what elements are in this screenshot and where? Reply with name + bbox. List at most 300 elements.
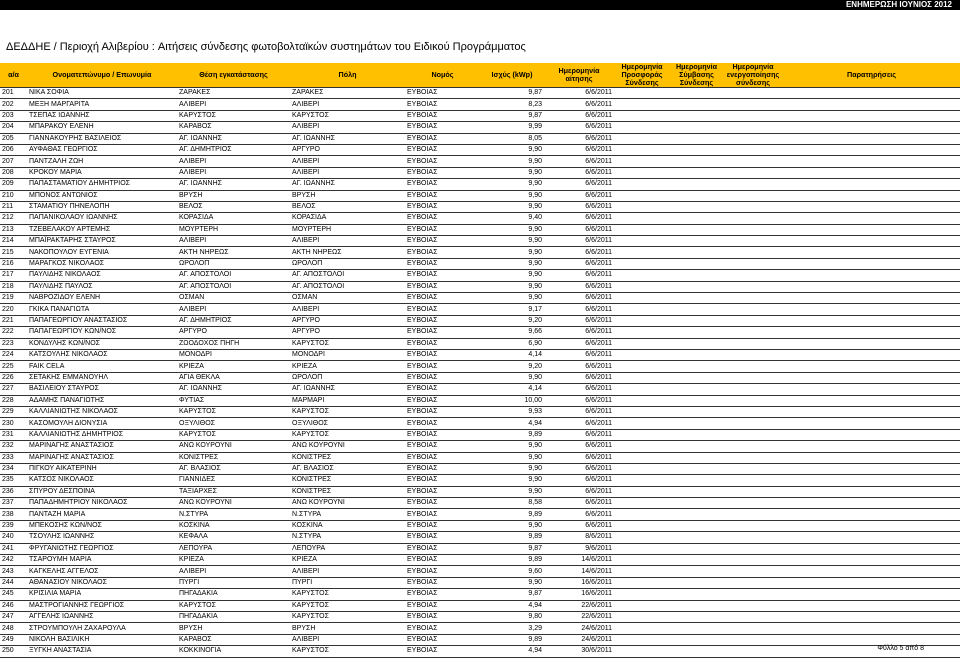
cell-aa: 233 (0, 452, 27, 463)
cell-power: 9,20 (480, 315, 544, 326)
cell-name: ΠΑΠΑΓΕΩΡΓΙΟΥ ΑΝΑΣΤΑΣΙΟΣ (27, 315, 177, 326)
cell-aa: 231 (0, 429, 27, 440)
cell-location: ΚΑΡΥΣΤΟΣ (177, 406, 290, 417)
col-header-name: Ονοματεπώνυμο / Επωνυμία (27, 63, 177, 88)
cell-empty (723, 236, 783, 247)
cell-empty (670, 384, 723, 395)
cell-aa: 234 (0, 463, 27, 474)
table-row (0, 532, 960, 543)
cell-empty (614, 543, 670, 554)
title-part-1: ΔΕΔΔΗΕ (6, 41, 51, 53)
cell-power: 9,40 (480, 213, 544, 224)
cell-application-date: 6/6/2011 (544, 293, 614, 304)
cell-city: ΑΡΓΥΡΟ (290, 327, 405, 338)
cell-name: ΤΣΑΡΟΥΜΗ ΜΑΡΙΑ (27, 555, 177, 566)
cell-application-date: 6/6/2011 (544, 520, 614, 531)
cell-application-date: 6/6/2011 (544, 144, 614, 155)
cell-aa: 224 (0, 349, 27, 360)
cell-empty (614, 509, 670, 520)
cell-name: ΠΑΠΑΔΗΜΗΤΡΙΟΥ ΝΙΚΟΛΑΟΣ (27, 498, 177, 509)
cell-city: ΖΑΡΑΚΕΣ (290, 88, 405, 99)
cell-city: ΛΕΠΟΥΡΑ (290, 543, 405, 554)
table-row (0, 349, 960, 360)
cell-power: 9,90 (480, 293, 544, 304)
table-row (0, 566, 960, 577)
cell-empty (670, 349, 723, 360)
cell-location: ΑΓ. ΙΩΑΝΝΗΣ (177, 384, 290, 395)
cell-name: ΑΥΦΑΘΑΣ ΓΕΩΡΓΙΟΣ (27, 144, 177, 155)
title-part-3: Αιτήσεις σύνδεσης φωτοβολταϊκών συστημάτων του Ειδικού Προγράμματος (157, 41, 526, 53)
cell-aa: 215 (0, 247, 27, 258)
cell-name: ΜΑΡΙΝΑΓΗΣ ΑΝΑΣΤΑΣΙΟΣ (27, 452, 177, 463)
cell-empty (723, 133, 783, 144)
cell-aa: 207 (0, 156, 27, 167)
cell-location: ΑΓ. ΙΩΑΝΝΗΣ (177, 133, 290, 144)
table-row (0, 623, 960, 634)
cell-power: 9,90 (480, 156, 544, 167)
cell-prefecture: ΕΥΒΟΙΑΣ (405, 406, 480, 417)
cell-aa: 245 (0, 589, 27, 600)
cell-prefecture: ΕΥΒΟΙΑΣ (405, 646, 480, 657)
cell-aa: 244 (0, 577, 27, 588)
cell-name: ΤΣΟΥΛΗΣ ΙΩΑΝΝΗΣ (27, 532, 177, 543)
table-row (0, 429, 960, 440)
cell-location: ΠΥΡΓΙ (177, 577, 290, 588)
cell-city: ΒΡΥΣΗ (290, 190, 405, 201)
cell-city: ΚΟΣΚΙΝΑ (290, 520, 405, 531)
cell-application-date: 6/6/2011 (544, 349, 614, 360)
cell-application-date: 6/6/2011 (544, 179, 614, 190)
cell-empty (670, 122, 723, 133)
cell-empty (723, 646, 783, 657)
cell-application-date: 6/6/2011 (544, 213, 614, 224)
cell-city: ΚΡΙΕΖΑ (290, 361, 405, 372)
cell-location: ΑΛΙΒΕΡΙ (177, 167, 290, 178)
cell-empty (783, 190, 960, 201)
cell-application-date: 6/6/2011 (544, 452, 614, 463)
cell-power: 9,89 (480, 429, 544, 440)
cell-power: 9,17 (480, 304, 544, 315)
cell-application-date: 6/6/2011 (544, 486, 614, 497)
cell-empty (783, 532, 960, 543)
col-header-power: Ισχύς (kWp) (480, 63, 544, 88)
cell-aa: 227 (0, 384, 27, 395)
cell-location: ΜΟΥΡΤΕΡΗ (177, 224, 290, 235)
cell-empty (614, 247, 670, 258)
cell-empty (723, 532, 783, 543)
cell-city: ΟΣΜΑΝ (290, 293, 405, 304)
cell-location: ΑΛΙΒΕΡΙ (177, 99, 290, 110)
cell-empty (614, 532, 670, 543)
cell-empty (670, 589, 723, 600)
table-row (0, 589, 960, 600)
table-row (0, 110, 960, 121)
cell-prefecture: ΕΥΒΟΙΑΣ (405, 258, 480, 269)
cell-empty (783, 577, 960, 588)
cell-name: ΣΤΑΜΑΤΙΟΥ ΠΗΝΕΛΟΠΗ (27, 201, 177, 212)
cell-city: ΟΞΥΛΙΘΟΣ (290, 418, 405, 429)
cell-application-date: 22/6/2011 (544, 600, 614, 611)
cell-empty (670, 133, 723, 144)
cell-aa: 219 (0, 293, 27, 304)
cell-location: ΚΟΡΑΣΙΔΑ (177, 213, 290, 224)
cell-prefecture: ΕΥΒΟΙΑΣ (405, 133, 480, 144)
cell-location: ΜΟΝΟΔΡΙ (177, 349, 290, 360)
cell-empty (614, 349, 670, 360)
cell-empty (670, 611, 723, 622)
cell-aa: 218 (0, 281, 27, 292)
cell-city: ΜΟΝΟΔΡΙ (290, 349, 405, 360)
cell-location: ΚΡΙΕΖΑ (177, 361, 290, 372)
table-row (0, 201, 960, 212)
cell-empty (614, 623, 670, 634)
cell-aa: 240 (0, 532, 27, 543)
cell-empty (783, 372, 960, 383)
cell-empty (614, 338, 670, 349)
cell-empty (614, 555, 670, 566)
table-row (0, 224, 960, 235)
cell-application-date: 6/6/2011 (544, 429, 614, 440)
cell-empty (783, 110, 960, 121)
cell-empty (670, 429, 723, 440)
cell-location: ΚΟΝΙΣΤΡΕΣ (177, 452, 290, 463)
cell-empty (614, 88, 670, 99)
cell-empty (783, 99, 960, 110)
cell-power: 9,90 (480, 577, 544, 588)
cell-empty (614, 646, 670, 657)
cell-empty (723, 144, 783, 155)
cell-location: ΑΓ. ΔΗΜΗΤΡΙΟΣ (177, 315, 290, 326)
cell-prefecture: ΕΥΒΟΙΑΣ (405, 88, 480, 99)
cell-power: 9,87 (480, 110, 544, 121)
cell-location: ΚΟΣΚΙΝΑ (177, 520, 290, 531)
table-row (0, 441, 960, 452)
table-row (0, 498, 960, 509)
table-row (0, 99, 960, 110)
cell-empty (783, 304, 960, 315)
cell-prefecture: ΕΥΒΟΙΑΣ (405, 167, 480, 178)
col-header-city: Πόλη (290, 63, 405, 88)
table-row (0, 577, 960, 588)
cell-prefecture: ΕΥΒΟΙΑΣ (405, 452, 480, 463)
cell-empty (723, 156, 783, 167)
cell-aa: 237 (0, 498, 27, 509)
cell-empty (783, 384, 960, 395)
col-header-prefecture: Νομός (405, 63, 480, 88)
cell-city: ΚΑΡΥΣΤΟΣ (290, 589, 405, 600)
cell-application-date: 6/6/2011 (544, 258, 614, 269)
cell-empty (670, 201, 723, 212)
cell-city: ΑΓ. ΒΛΑΣΙΟΣ (290, 463, 405, 474)
cell-prefecture: ΕΥΒΟΙΑΣ (405, 315, 480, 326)
cell-name: ΠΑΥΛΙΔΗΣ ΠΑΥΛΟΣ (27, 281, 177, 292)
cell-power: 8,23 (480, 99, 544, 110)
cell-empty (670, 577, 723, 588)
table-row (0, 190, 960, 201)
cell-empty (783, 498, 960, 509)
cell-name: ΠΑΥΛΙΔΗΣ ΝΙΚΟΛΑΟΣ (27, 270, 177, 281)
cell-empty (614, 110, 670, 121)
cell-location: ΒΡΥΣΗ (177, 190, 290, 201)
cell-location: ΛΕΠΟΥΡΑ (177, 543, 290, 554)
cell-prefecture: ΕΥΒΟΙΑΣ (405, 475, 480, 486)
cell-empty (670, 99, 723, 110)
cell-empty (783, 327, 960, 338)
cell-power: 9,87 (480, 589, 544, 600)
cell-application-date: 14/6/2011 (544, 566, 614, 577)
cell-power: 4,14 (480, 349, 544, 360)
cell-city: ΑΡΓΥΡΟ (290, 144, 405, 155)
cell-empty (783, 646, 960, 657)
cell-prefecture: ΕΥΒΟΙΑΣ (405, 201, 480, 212)
cell-name: ΚΑΛΛΙΑΝΙΩΤΗΣ ΔΗΜΗΤΡΙΟΣ (27, 429, 177, 440)
cell-empty (670, 623, 723, 634)
table-row (0, 156, 960, 167)
cell-aa: 235 (0, 475, 27, 486)
cell-empty (614, 270, 670, 281)
cell-empty (614, 190, 670, 201)
cell-empty (614, 589, 670, 600)
cell-aa: 249 (0, 634, 27, 645)
cell-empty (783, 486, 960, 497)
table-row (0, 327, 960, 338)
cell-aa: 211 (0, 201, 27, 212)
cell-empty (723, 452, 783, 463)
cell-prefecture: ΕΥΒΟΙΑΣ (405, 441, 480, 452)
cell-name: ΠΑΝΤΑΖΗ ΜΑΡΙΑ (27, 509, 177, 520)
cell-empty (723, 406, 783, 417)
col-header-application-date: Ημερομηνία αίτησης (544, 63, 614, 88)
cell-name: FAIK CELA (27, 361, 177, 372)
cell-empty (783, 589, 960, 600)
cell-aa: 209 (0, 179, 27, 190)
cell-prefecture: ΕΥΒΟΙΑΣ (405, 349, 480, 360)
cell-empty (670, 646, 723, 657)
cell-name: ΝΙΚΟΛΗ ΒΑΣΙΛΙΚΗ (27, 634, 177, 645)
cell-application-date: 6/6/2011 (544, 361, 614, 372)
cell-empty (670, 418, 723, 429)
col-header-activation-date: Ημερομηνία ενεργοποίησης σύνδεσης (723, 63, 783, 88)
cell-empty (614, 156, 670, 167)
cell-empty (614, 520, 670, 531)
cell-city: ΚΑΡΥΣΤΟΣ (290, 429, 405, 440)
cell-power: 4,14 (480, 384, 544, 395)
title-part-2: Περιοχή Αλιβερίου (59, 41, 149, 53)
cell-prefecture: ΕΥΒΟΙΑΣ (405, 156, 480, 167)
cell-application-date: 6/6/2011 (544, 498, 614, 509)
cell-empty (723, 110, 783, 121)
cell-application-date: 6/6/2011 (544, 441, 614, 452)
cell-city: ΑΓ. ΙΩΑΝΝΗΣ (290, 384, 405, 395)
cell-location: ΑΓ. ΒΛΑΣΙΟΣ (177, 463, 290, 474)
cell-empty (670, 498, 723, 509)
cell-name: ΠΙΓΚΟΥ ΑΙΚΑΤΕΡΙΝΗ (27, 463, 177, 474)
cell-city: ΑΓ. ΑΠΟΣΤΟΛΟΙ (290, 270, 405, 281)
cell-location: ΒΕΛΟΣ (177, 201, 290, 212)
cell-application-date: 24/6/2011 (544, 623, 614, 634)
cell-empty (614, 361, 670, 372)
cell-prefecture: ΕΥΒΟΙΑΣ (405, 304, 480, 315)
cell-location: ΚΕΦΑΛΑ (177, 532, 290, 543)
cell-empty (783, 566, 960, 577)
cell-aa: 238 (0, 509, 27, 520)
cell-empty (783, 156, 960, 167)
cell-application-date: 6/6/2011 (544, 395, 614, 406)
cell-empty (723, 475, 783, 486)
cell-city: ΚΑΡΥΣΤΟΣ (290, 611, 405, 622)
table-row (0, 315, 960, 326)
cell-empty (723, 315, 783, 326)
table-row (0, 555, 960, 566)
cell-location: ΑΓ. ΑΠΟΣΤΟΛΟΙ (177, 281, 290, 292)
table-row (0, 88, 960, 99)
cell-city: ΑΛΙΒΕΡΙ (290, 236, 405, 247)
cell-power: 9,90 (480, 441, 544, 452)
cell-aa: 213 (0, 224, 27, 235)
cell-application-date: 8/6/2011 (544, 532, 614, 543)
cell-name: ΚΑΣΟΜΟΥΛΗ ΔΙΟΝΥΣΙΑ (27, 418, 177, 429)
cell-empty (614, 167, 670, 178)
cell-name: ΣΕΤΑΚΗΣ ΕΜΜΑΝΟΥΗΛ (27, 372, 177, 383)
cell-application-date: 6/6/2011 (544, 406, 614, 417)
table-row (0, 395, 960, 406)
cell-empty (723, 600, 783, 611)
cell-empty (614, 475, 670, 486)
cell-prefecture: ΕΥΒΟΙΑΣ (405, 361, 480, 372)
cell-location: ΖΩΟΔΟΧΟΣ ΠΗΓΗ (177, 338, 290, 349)
cell-power: 9,93 (480, 406, 544, 417)
cell-location: ΑΛΙΒΕΡΙ (177, 156, 290, 167)
cell-name: ΤΣΕΠΑΣ ΙΩΑΝΝΗΣ (27, 110, 177, 121)
table-row (0, 304, 960, 315)
cell-name: ΜΑΣΤΡΟΓΙΑΝΝΗΣ ΓΕΩΡΓΙΟΣ (27, 600, 177, 611)
cell-location: ΑΚΤΗ ΝΗΡΕΩΣ (177, 247, 290, 258)
cell-aa: 204 (0, 122, 27, 133)
cell-empty (783, 395, 960, 406)
cell-name: ΝΑΚΟΠΟΥΛΟΥ ΕΥΓΕΝΙΑ (27, 247, 177, 258)
cell-empty (723, 190, 783, 201)
cell-application-date: 6/6/2011 (544, 315, 614, 326)
cell-power: 9,80 (480, 611, 544, 622)
cell-empty (723, 543, 783, 554)
cell-empty (783, 247, 960, 258)
cell-location: ΑΓ. ΑΠΟΣΤΟΛΟΙ (177, 270, 290, 281)
cell-location: ΑΓΙΑ ΘΕΚΛΑ (177, 372, 290, 383)
cell-empty (783, 236, 960, 247)
cell-name: ΜΠΑΪΡΑΚΤΑΡΗΣ ΣΤΑΥΡΟΣ (27, 236, 177, 247)
cell-empty (783, 509, 960, 520)
cell-location: ΑΛΙΒΕΡΙ (177, 236, 290, 247)
cell-city: ΠΥΡΓΙ (290, 577, 405, 588)
cell-city: ΑΓ. ΙΩΑΝΝΗΣ (290, 179, 405, 190)
cell-aa: 226 (0, 372, 27, 383)
cell-empty (614, 429, 670, 440)
cell-location: ΚΑΡΥΣΤΟΣ (177, 600, 290, 611)
cell-empty (670, 144, 723, 155)
cell-power: 9,90 (480, 452, 544, 463)
cell-prefecture: ΕΥΒΟΙΑΣ (405, 293, 480, 304)
cell-name: ΜΕΞΗ ΜΑΡΓΑΡΙΤΑ (27, 99, 177, 110)
cell-prefecture: ΕΥΒΟΙΑΣ (405, 122, 480, 133)
cell-location: ΠΗΓΑΔΑΚΙΑ (177, 589, 290, 600)
cell-application-date: 6/6/2011 (544, 304, 614, 315)
table-row (0, 372, 960, 383)
cell-power: 9,90 (480, 247, 544, 258)
cell-empty (670, 293, 723, 304)
cell-empty (670, 338, 723, 349)
cell-prefecture: ΕΥΒΟΙΑΣ (405, 395, 480, 406)
col-header-offer-date: Ημερομηνία Προσφοράς Σύνδεσης (614, 63, 670, 88)
col-header-remarks: Παρατηρήσεις (783, 63, 960, 88)
cell-empty (670, 441, 723, 452)
table-header-row (0, 63, 960, 88)
cell-aa: 220 (0, 304, 27, 315)
cell-prefecture: ΕΥΒΟΙΑΣ (405, 338, 480, 349)
cell-aa: 201 (0, 88, 27, 99)
cell-empty (614, 315, 670, 326)
cell-empty (614, 201, 670, 212)
cell-city: ΑΝΩ ΚΟΥΡΟΥΝΙ (290, 441, 405, 452)
cell-power: 9,90 (480, 144, 544, 155)
cell-empty (670, 304, 723, 315)
cell-name: ΠΑΠΑΝΙΚΟΛΑΟΥ ΙΩΑΝΝΗΣ (27, 213, 177, 224)
cell-aa: 241 (0, 543, 27, 554)
table-row (0, 361, 960, 372)
cell-empty (723, 555, 783, 566)
cell-empty (614, 566, 670, 577)
cell-empty (783, 122, 960, 133)
cell-power: 9,90 (480, 190, 544, 201)
cell-application-date: 6/6/2011 (544, 418, 614, 429)
cell-application-date: 24/6/2011 (544, 634, 614, 645)
cell-empty (783, 201, 960, 212)
cell-city: ΒΕΛΟΣ (290, 201, 405, 212)
cell-location: ΑΓ. ΔΗΜΗΤΡΙΟΣ (177, 144, 290, 155)
cell-empty (670, 555, 723, 566)
cell-empty (783, 179, 960, 190)
cell-empty (783, 555, 960, 566)
cell-city: ΑΓ. ΑΠΟΣΤΟΛΟΙ (290, 281, 405, 292)
cell-prefecture: ΕΥΒΟΙΑΣ (405, 566, 480, 577)
table-row (0, 258, 960, 269)
cell-empty (614, 634, 670, 645)
cell-empty (670, 167, 723, 178)
cell-empty (783, 270, 960, 281)
cell-empty (723, 384, 783, 395)
cell-empty (723, 281, 783, 292)
cell-application-date: 6/6/2011 (544, 133, 614, 144)
cell-power: 4,94 (480, 646, 544, 657)
cell-location: ΚΑΡΑΒΟΣ (177, 634, 290, 645)
cell-prefecture: ΕΥΒΟΙΑΣ (405, 247, 480, 258)
cell-prefecture: ΕΥΒΟΙΑΣ (405, 384, 480, 395)
cell-prefecture: ΕΥΒΟΙΑΣ (405, 611, 480, 622)
cell-power: 4,94 (480, 600, 544, 611)
cell-empty (614, 406, 670, 417)
table-row (0, 634, 960, 645)
cell-application-date: 6/6/2011 (544, 88, 614, 99)
cell-location: ΑΛΙΒΕΡΙ (177, 566, 290, 577)
cell-empty (670, 532, 723, 543)
cell-power: 9,90 (480, 201, 544, 212)
cell-empty (614, 144, 670, 155)
cell-aa: 236 (0, 486, 27, 497)
cell-empty (723, 327, 783, 338)
table-body (0, 88, 960, 658)
table-row (0, 293, 960, 304)
cell-empty (783, 429, 960, 440)
cell-empty (614, 498, 670, 509)
